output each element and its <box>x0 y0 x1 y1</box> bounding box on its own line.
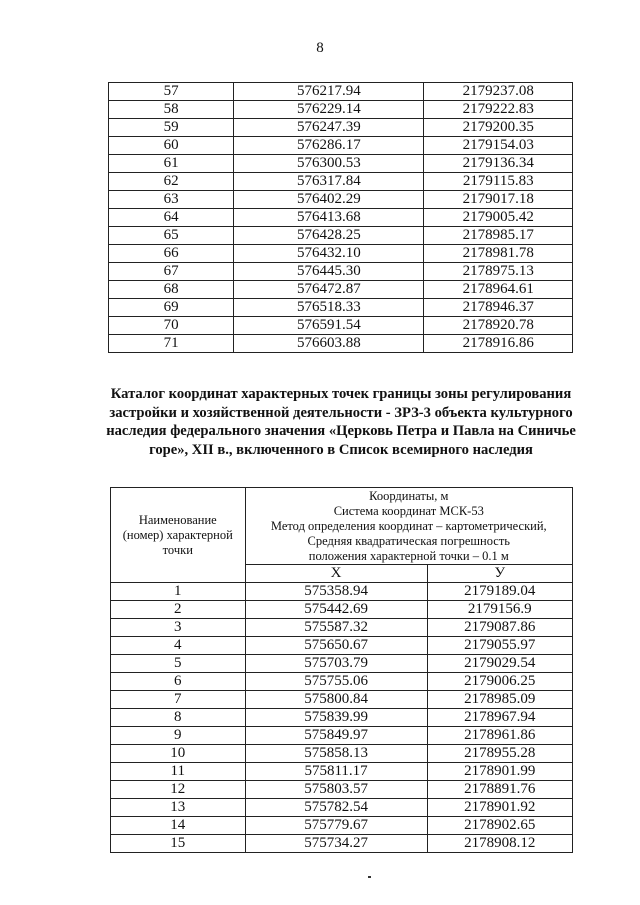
section-title-line: наследия федерального значения «Церковь Петра и Павла на Синичье <box>106 423 576 439</box>
point-number: 68 <box>109 281 234 299</box>
point-number: 13 <box>111 799 246 817</box>
section-title-line: застройки и хозяйственной деятельности - ЗРЗ-3 объекта культурного <box>109 404 573 421</box>
point-number: 59 <box>109 119 234 137</box>
table-row <box>109 317 573 335</box>
coordinates-catalog-table <box>110 487 573 853</box>
point-number: 65 <box>109 227 234 245</box>
coordinates-table-continued <box>108 82 573 353</box>
y-coordinate: 2179006.25 <box>427 673 572 691</box>
y-coordinate: 2178901.92 <box>427 799 572 817</box>
y-coordinate: 2179115.83 <box>424 173 573 191</box>
y-coordinate: 2178985.09 <box>427 691 572 709</box>
y-coordinate: 2178961.86 <box>427 727 572 745</box>
table-row <box>109 155 573 173</box>
x-coordinate: 576402.29 <box>234 191 424 209</box>
table1-body <box>109 83 573 353</box>
y-coordinate: 2179136.34 <box>424 155 573 173</box>
x-coordinate: 576445.30 <box>234 263 424 281</box>
table-row <box>111 655 573 673</box>
x-coordinate: 575800.84 <box>245 691 427 709</box>
table-row <box>109 191 573 209</box>
section-title <box>96 385 586 459</box>
table-row <box>111 709 573 727</box>
point-number: 69 <box>109 299 234 317</box>
y-coordinate: 2178908.12 <box>427 835 572 853</box>
table-row <box>109 227 573 245</box>
y-coordinate: 2178891.76 <box>427 781 572 799</box>
x-coordinate: 576217.94 <box>234 83 424 101</box>
header-text: Метод определения координат – картометрический, <box>270 519 547 533</box>
x-coordinate: 576300.53 <box>234 155 424 173</box>
point-number: 10 <box>111 745 246 763</box>
y-coordinate: 2179017.18 <box>424 191 573 209</box>
y-coordinate: 2178946.37 <box>424 299 573 317</box>
point-number: 67 <box>109 263 234 281</box>
x-coordinate: 576229.14 <box>234 101 424 119</box>
header-text: (номер) характерной <box>122 527 233 542</box>
y-coordinate: 2178964.61 <box>424 281 573 299</box>
point-number: 4 <box>111 637 246 655</box>
table-row <box>111 781 573 799</box>
point-number: 1 <box>111 583 246 601</box>
header-row <box>111 488 573 565</box>
table2-body <box>111 583 573 853</box>
y-coordinate: 2178967.94 <box>427 709 572 727</box>
section-title-line: Каталог координат характерных точек границы зоны регулирования <box>110 386 572 402</box>
x-coordinate: 575755.06 <box>245 673 427 691</box>
y-coordinate: 2178955.28 <box>427 745 572 763</box>
table-row <box>109 209 573 227</box>
y-coordinate: 2179005.42 <box>424 209 573 227</box>
point-number: 2 <box>111 601 246 619</box>
point-number: 70 <box>109 317 234 335</box>
point-number: 71 <box>109 335 234 353</box>
y-coordinate: 2178920.78 <box>424 317 573 335</box>
x-coordinate: 575779.67 <box>245 817 427 835</box>
y-coordinate: 2178902.65 <box>427 817 572 835</box>
y-coordinate: 2178985.17 <box>424 227 573 245</box>
header-text: положения характерной точки – 0.1 м <box>308 549 509 563</box>
x-coordinate: 576286.17 <box>234 137 424 155</box>
table-row <box>111 673 573 691</box>
x-coordinate: 575587.32 <box>245 619 427 637</box>
table-row <box>111 817 573 835</box>
point-number: 62 <box>109 173 234 191</box>
x-coordinate: 576603.88 <box>234 335 424 353</box>
point-number: 58 <box>109 101 234 119</box>
table-row <box>111 835 573 853</box>
table-row <box>111 583 573 601</box>
point-number: 64 <box>109 209 234 227</box>
table-row <box>111 619 573 637</box>
header-text: Наименование <box>138 512 217 527</box>
point-number: 15 <box>111 835 246 853</box>
point-number: 5 <box>111 655 246 673</box>
point-number: 60 <box>109 137 234 155</box>
x-column-header: X <box>245 565 427 583</box>
x-coordinate: 576518.33 <box>234 299 424 317</box>
table-row <box>111 601 573 619</box>
table-row <box>111 745 573 763</box>
table-row <box>111 691 573 709</box>
point-number: 61 <box>109 155 234 173</box>
table-row <box>111 637 573 655</box>
y-coordinate: 2179189.04 <box>427 583 572 601</box>
y-coordinate: 2179200.35 <box>424 119 573 137</box>
point-number: 6 <box>111 673 246 691</box>
y-coordinate: 2179156.9 <box>427 601 572 619</box>
y-coordinate: 2178975.13 <box>424 263 573 281</box>
x-coordinate: 576428.25 <box>234 227 424 245</box>
x-coordinate: 576432.10 <box>234 245 424 263</box>
table-row <box>111 799 573 817</box>
x-coordinate: 576591.54 <box>234 317 424 335</box>
x-coordinate: 576317.84 <box>234 173 424 191</box>
table-row <box>109 101 573 119</box>
x-coordinate: 576413.68 <box>234 209 424 227</box>
scan-speck <box>368 876 371 878</box>
coordinates-header <box>245 488 572 565</box>
y-coordinate: 2178981.78 <box>424 245 573 263</box>
header-text: Координаты, м <box>369 489 449 503</box>
header-text: точки <box>162 542 193 557</box>
x-coordinate: 575734.27 <box>245 835 427 853</box>
x-coordinate: 575782.54 <box>245 799 427 817</box>
point-number: 8 <box>111 709 246 727</box>
x-coordinate: 575849.97 <box>245 727 427 745</box>
table-row <box>109 119 573 137</box>
table-row <box>109 263 573 281</box>
point-number: 63 <box>109 191 234 209</box>
y-coordinate: 2178916.86 <box>424 335 573 353</box>
point-number: 7 <box>111 691 246 709</box>
y-coordinate: 2179087.86 <box>427 619 572 637</box>
x-coordinate: 575442.69 <box>245 601 427 619</box>
y-column-header: У <box>427 565 572 583</box>
x-coordinate: 576472.87 <box>234 281 424 299</box>
table-row <box>109 83 573 101</box>
x-coordinate: 575839.99 <box>245 709 427 727</box>
point-name-header <box>111 488 246 583</box>
x-coordinate: 575358.94 <box>245 583 427 601</box>
table-row <box>111 763 573 781</box>
table-row <box>109 299 573 317</box>
point-number: 3 <box>111 619 246 637</box>
x-coordinate: 575650.67 <box>245 637 427 655</box>
table-row <box>109 281 573 299</box>
section-title-line: горе», XII в., включенного в Список всемирного наследия <box>149 441 533 458</box>
table-row <box>109 137 573 155</box>
y-coordinate: 2178901.99 <box>427 763 572 781</box>
x-coordinate: 575858.13 <box>245 745 427 763</box>
table-row <box>109 335 573 353</box>
table-row <box>109 173 573 191</box>
header-text: Средняя квадратическая погрешность <box>307 534 510 548</box>
point-number: 14 <box>111 817 246 835</box>
x-coordinate: 575803.57 <box>245 781 427 799</box>
table-header <box>111 488 573 583</box>
point-number: 11 <box>111 763 246 781</box>
y-coordinate: 2179154.03 <box>424 137 573 155</box>
header-text: Система координат МСК-53 <box>333 504 484 518</box>
x-coordinate: 575811.17 <box>245 763 427 781</box>
x-coordinate: 576247.39 <box>234 119 424 137</box>
y-coordinate: 2179222.83 <box>424 101 573 119</box>
x-coordinate: 575703.79 <box>245 655 427 673</box>
y-coordinate: 2179055.97 <box>427 637 572 655</box>
table-row <box>111 727 573 745</box>
page-number: 8 <box>316 40 324 56</box>
point-number: 57 <box>109 83 234 101</box>
point-number: 12 <box>111 781 246 799</box>
point-number: 66 <box>109 245 234 263</box>
y-coordinate: 2179237.08 <box>424 83 573 101</box>
y-coordinate: 2179029.54 <box>427 655 572 673</box>
point-number: 9 <box>111 727 246 745</box>
table-row <box>109 245 573 263</box>
